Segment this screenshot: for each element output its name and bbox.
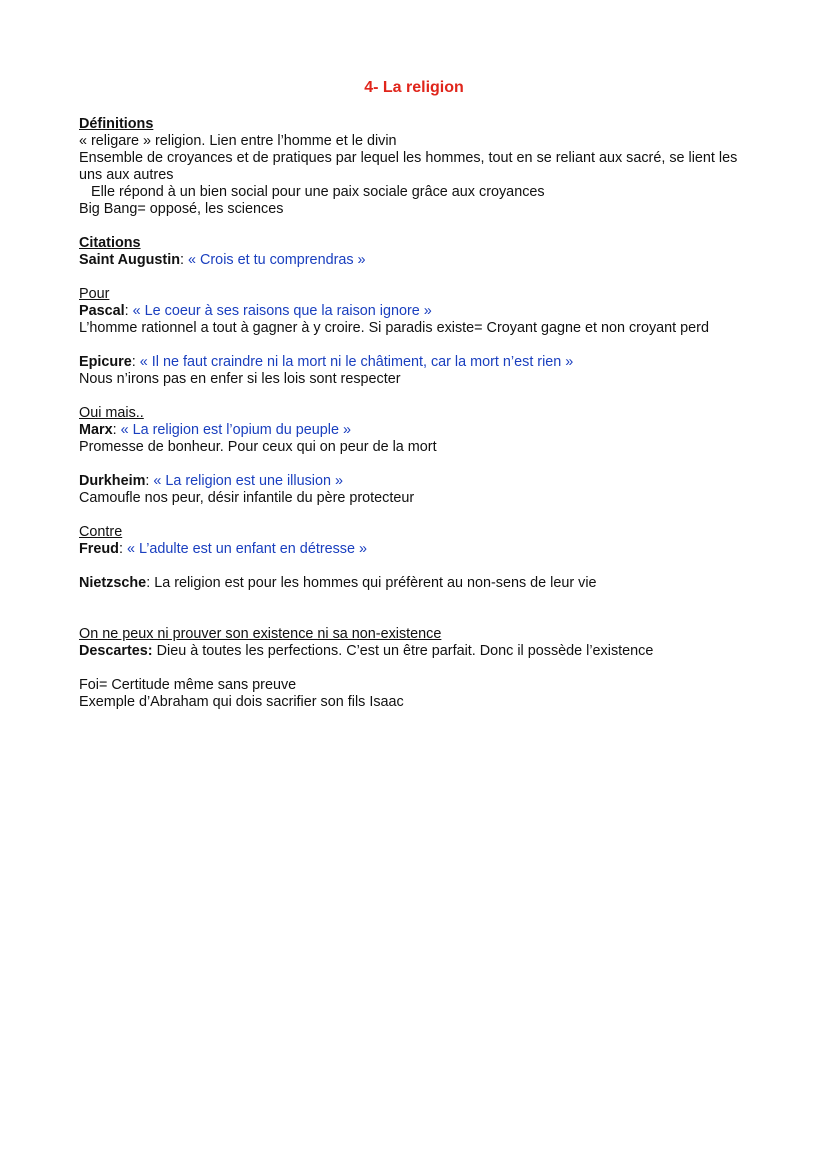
quote: « La religion est l’opium du peuple » [120,422,352,438]
author-name: Descartes: [79,643,153,659]
durkheim-citation: Durkheim: « La religion est une illusion » [79,473,343,489]
pascal-note: L’homme rationnel a tout à gagner à y croire. Si paradis existe= Croyant gagne et non croyant perd [79,320,709,336]
author-name: Durkheim [79,473,146,489]
author-name: Nietzsche [79,575,147,591]
oui-mais-label: Oui mais.. [79,405,144,421]
quote: « Le coeur à ses raisons que la raison ignore » [132,303,432,319]
definition-line-1: « religare » religion. Lien entre l’homme et le divin [79,133,397,149]
marx-citation: Marx: « La religion est l’opium du peuple » [79,422,352,438]
augustin-citation: Saint Augustin: « Crois et tu comprendras » [79,252,366,268]
nietzsche-citation: Nietzsche: La religion est pour les hommes qui préfèrent au non-sens de leur vie [79,575,597,591]
author-name: Marx [79,422,113,438]
author-name: Saint Augustin [79,252,180,268]
epicure-citation: Epicure: « Il ne faut craindre ni la mort ni le châtiment, car la mort n’est rien » [79,354,574,370]
quote: « Il ne faut craindre ni la mort ni le châtiment, car la mort n’est rien » [139,354,574,370]
durkheim-note: Camoufle nos peur, désir infantile du père protecteur [79,490,415,506]
quote: « La religion est une illusion » [153,473,343,489]
pascal-citation: Pascal: « Le coeur à ses raisons que la raison ignore » [79,303,432,319]
author-name: Pascal [79,303,125,319]
spacer [79,558,739,575]
descartes-citation [79,643,739,660]
contre-label: Contre [79,524,123,540]
marx-note: Promesse de bonheur. Pour ceux qui on peur de la mort [79,439,437,455]
pour-label: Pour [79,286,110,302]
definition-line-3: Elle répond à un bien social pour une paix sociale grâce aux croyances [91,184,545,200]
quote: « L’adulte est un enfant en détresse » [126,541,368,557]
spacer [79,592,739,626]
foi-line-1: Foi= Certitude même sans preuve [79,677,297,693]
author-name: Freud [79,541,119,557]
spacer [79,218,739,235]
document-body [79,116,739,711]
existence-label: On ne peux ni prouver son existence ni sa non-existence [79,626,442,642]
descartes-text: Dieu à toutes les perfections. C’est un être parfait. Donc il possède l’existence [156,643,654,659]
spacer [79,660,739,677]
definition-line-2: Ensemble de croyances et de pratiques par lequel les hommes, tout en se reliant aux sacré, se lient les uns aux autres [79,150,738,183]
citations-heading: Citations [79,235,141,251]
author-name: Epicure [79,354,132,370]
spacer [79,337,739,354]
spacer [79,388,739,405]
spacer [79,269,739,286]
definitions-heading: Définitions [79,116,154,132]
spacer [79,456,739,473]
foi-line-2: Exemple d’Abraham qui dois sacrifier son fils Isaac [79,694,404,710]
freud-citation: Freud: « L’adulte est un enfant en détresse » [79,541,368,557]
spacer [79,507,739,524]
definition-line-4: Big Bang= opposé, les sciences [79,201,284,217]
quote: « Crois et tu comprendras » [188,252,366,268]
epicure-note: Nous n’irons pas en enfer si les lois sont respecter [79,371,401,387]
nietzsche-text: La religion est pour les hommes qui préfèrent au non-sens de leur vie [154,575,597,591]
page-title: 4- La religion [364,79,464,96]
